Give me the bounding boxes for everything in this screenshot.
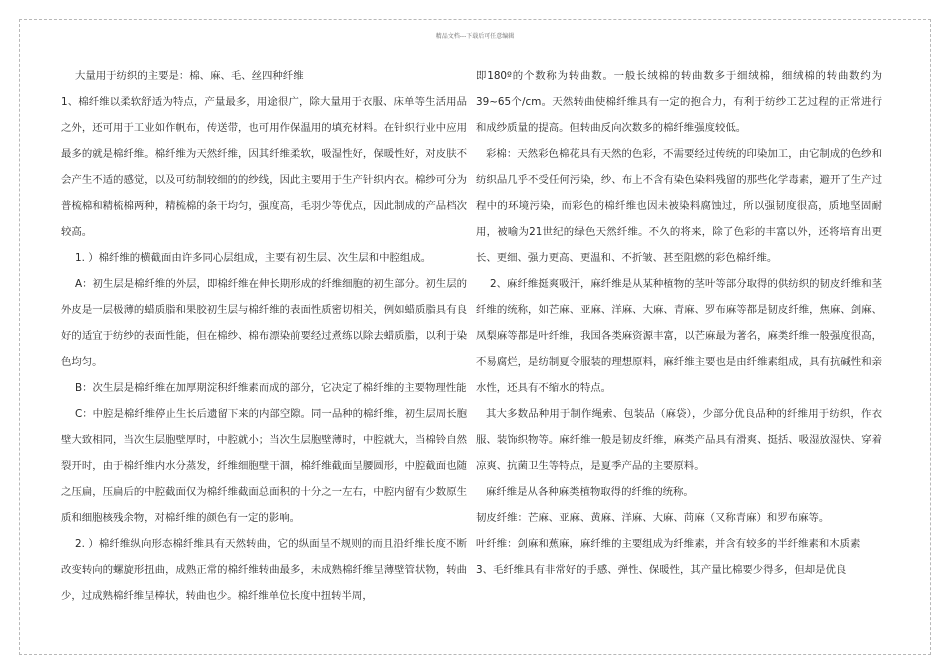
hemp-paragraph: 2、麻纤维挺爽吸汗，麻纤维是从某种植物的茎叶等部分取得的供纺织的韧皮纤维和茎纤维的统称，如芒麻、亚麻、洋麻、大麻、青麻、罗布麻等都是韧皮纤维，焦麻、剑麻、凤梨麻等都是叶纤维，我国各类麻资源丰富，以芒麻最为著名，麻类纤维一般强度很高，不易腐烂，是纺制夏令服装的理想原料，麻纤维主要也是由纤维素组成，具有抗碱性和亲水性，还具有不缩水的特点。 (476, 278, 882, 394)
page-header: 精品文档---下载后可任意编辑 (435, 33, 515, 40)
bast-fiber-line: 韧皮纤维：芒麻、亚麻、黄麻、洋麻、大麻、苘麻（又称青麻）和罗布麻等。 (476, 512, 830, 524)
hemp-definition-line: 麻纤维是从各种麻类植物取得的纤维的统称。 (486, 486, 694, 498)
hemp-uses-paragraph: 其大多数品种用于制作绳索、包装品（麻袋），少部分优良品种的纤维用于纺织，作衣服、装饰织物等。麻纤维一般是韧皮纤维，麻类产品具有滑爽、挺括、吸湿放湿快、穿着凉爽、抗菌卫生等特点，是夏季产品的主要原料。 (476, 408, 882, 472)
wool-paragraph: 3、毛纤维具有非常好的手感、弹性、保暖性，其产量比棉要少得多，但却是优良 (476, 564, 847, 576)
right-column (476, 63, 882, 583)
cotton-paragraph: 1、棉纤维以柔软舒适为特点，产量最多，用途很广，除大量用于衣服、床单等生活用品之外，还可用于工业如作帆布，传送带，也可用作保温用的填充材料。在针织行业中应用最多的就是棉纤维。棉纤维为天然纤维，因其纤维柔软，吸湿性好，保暖性好，对皮肤不会产生不适的感觉，以及可纺制较细的的纱线，因此主要用于生产针织内衣。棉纱可分为普梳棉和精梳棉两种，精梳棉的条干均匀，强度高，毛羽少等优点，因此制成的产品档次较高。 (61, 96, 467, 238)
lumen-paragraph: C：中腔是棉纤维停止生长后遗留下来的内部空隙。同一品种的棉纤维，初生层周长胞壁大致相同，当次生层胞壁厚时，中腔就小；当次生层胞壁薄时，中腔就大，当棉铃自然裂开时，由于棉纤维内水分蒸发，纤维细胞壁干涸，棉纤维截面呈腰圆形，中腔截面也随之压扁，压扁后的中腔截面仅为棉纤维截面总面积的十分之一左右，中腔内留有少数原生质和细胞核残余物，对棉纤维的颜色有一定的影响。 (61, 408, 467, 524)
leaf-fiber-line: 叶纤维：剑麻和蕉麻，麻纤维的主要组成为纤维素，并含有较多的半纤维素和木质素 (476, 538, 861, 550)
cross-section-heading: 1. ）棉纤维的横截面由许多同心层组成，主要有初生层、次生层和中腔组成。 (75, 252, 432, 264)
left-column (61, 63, 467, 609)
secondary-layer-paragraph: B：次生层是棉纤维在加厚期淀积纤维素而成的部分，它决定了棉纤维的主要物理性能 (75, 382, 467, 394)
intro-line: 大量用于纺织的主要是：棉、麻、毛、丝四种纤维 (75, 70, 304, 82)
colored-cotton-paragraph: 彩棉：天然彩色棉花具有天然的色彩，不需要经过传统的印染加工，由它制成的色纱和纺织品几乎不受任何污染，纱、布上不含有染色染料残留的那些化学毒素，避开了生产过程中的环境污染，而彩色的棉纤维也因未被染料腐蚀过，所以强韧度很高，质地坚固耐用，被喻为21世纪的绿色天然纤维。不久的将来，除了色彩的丰富以外，还将培育出更长、更细、强力更高、更温和、不折皱、甚至阻燃的彩色棉纤维。 (476, 148, 882, 264)
longitudinal-paragraph: 2. ）棉纤维纵向形态棉纤维具有天然转曲，它的纵面呈不规则的而且沿纤维长度不断改变转向的螺旋形扭曲，成熟正常的棉纤维转曲最多，未成熟棉纤维呈薄壁管状物，转曲少，过成熟棉纤维呈棒状，转曲也少。棉纤维单位长度中扭转半周， (61, 538, 467, 602)
primary-layer-paragraph: A：初生层是棉纤维的外层，即棉纤维在伸长期形成的纤维细胞的初生部分。初生层的外皮是一层极薄的蜡质脂和果胶初生层与棉纤维的表面性质密切相关，例如蜡质脂具有良好的适宜于纺纱的表面性能，但在棉纱、棉布漂染前要经过煮练以除去蜡质脂，以利于染色均匀。 (61, 278, 467, 368)
twist-paragraph: 即180º的个数称为转曲数。一般长绒棉的转曲数多于细绒棉，细绒棉的转曲数约为39~65个/cm。天然转曲使棉纤维具有一定的抱合力，有利于纺纱工艺过程的正常进行和成纱质量的提高。但转曲反向次数多的棉纤维强度较低。 (476, 70, 882, 134)
